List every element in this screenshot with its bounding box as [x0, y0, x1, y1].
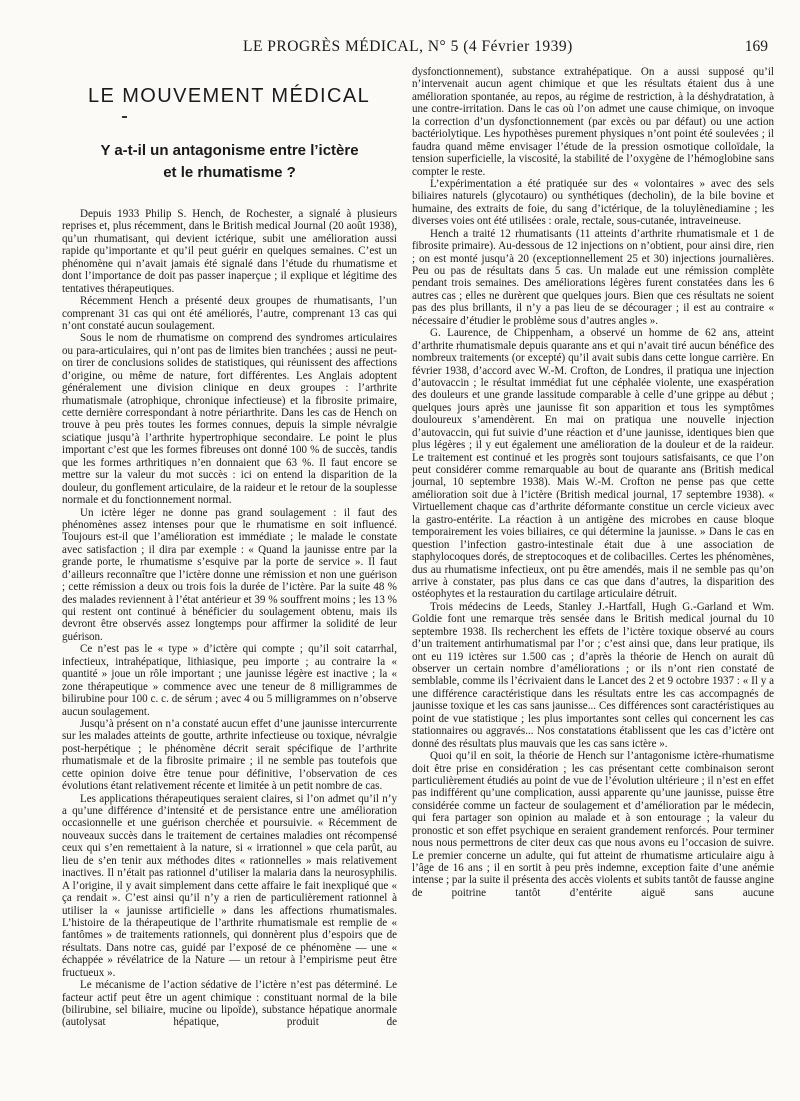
headline-line-1: Y a-t-il un antagonisme entre l’ictère — [100, 142, 359, 159]
running-header — [58, 38, 770, 60]
paragraph: Le mécanisme de l’action sédative de l’ictère n’est pas déterminé. Le facteur actif peut être un agent chimique : constituant normal de la bile (bilirubine, sel biliaire, mucine ou lipoïde), substance hépatique anormale (autolysat hépatique, produit de — [62, 979, 397, 1029]
headline-line-2: et le rhumatisme ? — [163, 164, 296, 181]
article-headline — [62, 140, 397, 184]
paragraph: Un ictère léger ne donne pas grand soulagement : il faut des phénomènes assez intenses pour que le rhumatisme en soit influencé. Toujours est-il que l’amélioration est immédiate ; le malade le constate avec satisfaction ; il dira par exemple : « Quand la jaunisse entre par la grande porte, le rhumatisme s’esquive par la porte de service ». Il faut d’ailleurs reconnaître que l’ictère donne une rémission et non une guérison ; cette rémission a deux ou trois fois la durée de l’ictère. Par la suite 48 % des malades reviennent à l’état antérieur et 39 % souffrent moins ; les 13 % qui restent ont continué à bénéficier du soulagement obtenu, mais ils devront être observés assez longtemps pour affirmer la solidité de leur guérison. — [62, 506, 397, 643]
paragraph: Trois médecins de Leeds, Stanley J.-Hartfall, Hugh G.-Garland et Wm. Goldie font une remarque très sensée dans le British medical journal du 10 septembre 1938. Ils recherchent les effets de l’ictère toxique observé au cours d’un traitement antirhumatismal par l’or ; c’est ainsi que, dans leur pratique, ils ont eu 119 ictères sur 1.500 cas ; d’après la théorie de Hench on aurait dû observer un certain nombre d’améliorations ; or ils n’ont rien constaté de semblable, comme ils l’écrivaient dans le Lancet des 2 et 9 octobre 1937 : « Il y a une différence caractéristique dans les résultats entre les cas accompagnés de jaunisse toxique et les cas sans jaunisse... Ces différences sont caractéristiques au point de vue statistique ; les plus importantes sont celles qui concernent les cas stationnaires ou aggravés... Nos constatations établissent que les cas d’ictère ont donné des résultats plus mauvais que les cas sans ictère ». — [412, 600, 774, 750]
paragraph: Récemment Hench a présenté deux groupes de rhumatisants, l’un comprenant 31 cas qui ont été améliorés, l’autre, comprenant 13 cas qui n’ont constaté aucun soulagement. — [62, 295, 397, 332]
right-column — [412, 66, 774, 899]
paragraph: Les applications thérapeutiques seraient claires, si l’on admet qu’il n’y a qu’une différence d’intensité et de persistance entre une amélioration occasionnelle et une guérison cherchée et poursuivie. « Récemment de nouveaux succès dans le traitement de certaines maladies ont récompensé ceux qui s’en remettaient à la nature, si « irrationnel » que cela parût, au lieu de s’en tenir aux méthodes dites « rationnelles » mais relativement inactives. Il n’était pas rationnel d’utiliser la malaria dans la neurosyphilis. A l’origine, il y avait simplement dans cette affaire le fait inexpliqué que « ça rendait ». C’est ainsi qu’il n’y a rien de particulièrement rationnel à utiliser la « jaunisse artificielle » dans les affections rhumatismales. L’histoire de la thérapeutique de l’arthrite rhumatismale est remplie de « fantômes » de traitements rationnels, qui donnèrent plus d’espoirs que de résultats. Dans notre cas, guidé par l’exposé de ce phénomène — une « échappée » révélatrice de la Nature — un retour à l’empirisme peut être fructueux ». — [62, 792, 397, 979]
paragraph: Quoi qu’il en soit, la théorie de Hench sur l’antagonisme ictère-rhumatisme doit être prise en considération ; les cas présentant cette combinaison seront particulièrement étudiés au point de vue de l’évolution ultérieure ; il n’est en effet pas indifférent qu’une complication, aussi apparente qu’une jaunisse, puisse être considérée comme un facteur de soulagement et d’amélioration par le médecin, qui fera partager son opinion au malade et à son entourage ; la valeur du pronostic et son effet psychique en seraient grandement renforcés. Pour terminer nous nous permettrons de citer deux cas que nous avons eu l’occasion de suivre. Le premier concerne un adulte, qui fut atteint de rhumatisme articulaire aigu à l’âge de 16 ans ; il en sortit à peu près indemne, exception faite d’une anémie intense ; par la suite il présenta des accès violents et subits tantôt de fausse angine de poitrine tantôt d’entérite aiguë sans aucune — [412, 750, 774, 899]
page-number: 169 — [744, 38, 768, 55]
paragraph: Depuis 1933 Philip S. Hench, de Rochester, a signalé à plusieurs reprises et, plus récemment, dans le British medical Journal (20 août 1938), qu’un rhumatisant, qui devient ictérique, subit une amélioration aussi rapide qu’importante et qu’il peut guérir en quelques semaines. C’est un phénomène qui n’avait jamais été signalé dans l’étude du rhumatisme et dont l’importance de doit pas passer inaperçue ; il explique et légitime des tentatives thérapeutiques. — [62, 208, 397, 295]
paragraph: Ce n’est pas le « type » d’ictère qui compte ; qu’il soit catarrhal, infectieux, intrahépatique, lithiasique, peu importe ; au contraire la « quantité » joue un rôle important ; une jaunisse légère est inactive ; la « zone thérapeutique » commence avec une teneur de 8 milligrammes de bilirubine pour 100 c. c. de sérum ; avec 4 ou 5 milligrammes on n’observe aucun soulagement. — [62, 643, 397, 718]
left-column — [62, 74, 397, 1029]
paragraph: G. Laurence, de Chippenham, a observé un homme de 62 ans, atteint d’arthrite rhumatismale depuis quarante ans et qui n’avait tiré aucun bénéfice des nombreux traitements (or excepté) qu’il avait subis dans cette longue carrière. En février 1938, d’accord avec W.-M. Crofton, de Londres, il pratiqua une injection d’autovaccin ; le résultat immédiat fut une céphalée violente, une exaspération des douleurs et une grande lassitude comparable à celle d’une grippe au début ; quelques jours après une jaunisse fit son apparition et tous les symptômes douloureux s’amendèrent. En mai on pratiqua une nouvelle injection d’autovaccin, qui fut suivie d’une réaction et d’une jaunisse, identiques bien que plus légères ; il y eut également une amélioration de la douleur et de la raideur. Le traitement est continué et les progrès sont toujours satisfaisants, ce que l’on peut considérer comme remarquable au bout de quarante ans (British medical journal, 10 septembre 1938). Mais W.-M. Crofton ne pense pas que cette amélioration soit due à l’ictère (British medical journal, 17 septembre 1938). « Virtuellement chaque cas d’arthrite déformante constitue un cercle vicieux avec la gastro-entérite. La réaction à un antigène des microbes en cause bloque temporairement les voies biliaires, ce qui détermine la jaunisse. » Dans le cas en question l’infection gastro-intestinale était due à une association de staphylocoques dorés, de streptocoques et de colibacilles. Certes les phénomènes, dus au rhumatisme infectieux, ont pu être amendés, mais il ne semble pas qu’on arrive à constater, pas plus dans ce cas que dans d’autres, la disparition des ostéophytes et la restauration du cartilage articulaire détruit. — [412, 327, 774, 601]
rubric-separator — [122, 116, 127, 118]
paragraph: L’expérimentation a été pratiquée sur des « volontaires » avec des sels biliaires naturels (glycotauro) ou synthétiques (decholin), de la bile bovine et humaine, des extraits de foie, du sang d’ictérique, de la toluylènediamine ; les diverses voies ont été utilisées : orale, rectale, sous-cutanée, intraveineuse. — [412, 177, 774, 228]
section-rubric: LE MOUVEMENT MÉDICAL — [88, 85, 371, 107]
paragraph: Hench a traité 12 rhumatisants (11 atteints d’arthrite rhumatismale et 1 de fibrosite primaire). Au-dessous de 12 injections on n’obtient, pour ainsi dire, rien ; on est monté jusqu’à 20 (exceptionnellement 25 et 30) injections journalières. Peu ou pas de résultats dans 5 cas. Un malade eut une rémission complète pendant trois semaines. Des améliorations légères furent constatées dans les 6 autres cas ; elles ne durèrent que quelques jours. Bien que ces résultats ne soient pas des plus brillants, il n’y a pas lieu de se décourager ; il est au contraire « nécessaire d’étudier le problème sous d’autres angles ». — [412, 227, 774, 327]
paragraph: Jusqu’à présent on n’a constaté aucun effet d’une jaunisse intercurrente sur les malades atteints de goutte, arthrite infectieuse ou toxique, névralgie post-herpétique ; le phénomène décrit serait spécifique de l’arthrite rhumatismale et de la fibrosite primaire ; il ne semble pas toutefois que cette opinion doive être tenue pour définitive, l’observation de ces évolutions étant relativement récente et limitée à un petit nombre de cas. — [62, 717, 397, 793]
paragraph: Sous le nom de rhumatisme on comprend des syndromes articulaires ou para-articulaires, qui n’ont pas de limites bien tranchées ; aussi ne peut-on tirer de conclusions solides de statistiques, qui réunissent des affections d’origine, ou même de nature, fort différentes. Les Anglais adoptent généralement une division clinique en deux groupes : l’arthrite rhumatismale (atrophique, chronique infectieuse) et la fibrosite primaire, cette dernière correspondant à notre périarthrite. Dans les cas de Hench on trouve à peu près toutes les formes connues, depuis la simple névralgie sciatique jusqu’à l’arthrite hypertrophique secondaire. Le point le plus important c’est que les formes fibreuses ont donné 100 % de succès, tandis que les formes arthritiques n’en donnaient que 63 %. Il faut encore se mettre sur la valeur du mot succès : ici on entend la disparition de la douleur, du gonflement articulaire, de la raideur et le retour de la souplesse normale et du fonctionnement normal. — [62, 332, 397, 507]
journal-issue-title: LE PROGRÈS MÉDICAL, N° 5 (4 Février 1939) — [243, 38, 573, 55]
paragraph: dysfonctionnement), substance extrahépatique. On a aussi supposé qu’il n’intervenait aucun agent chimique et que les résultats étaient dus à une amélioration spontanée, au repos, au régime de restriction, à la déshydratation, à une contre-irritation. Dans le cas où l’on admet une cause chimique, on invoque la correction d’un dysfonctionnement (par excès ou par défaut) ou une action bactériolytique. Les hypothèses purement physiques n’ont point été soulevées ; il faudra quand même envisager l’étude de la pression osmotique colloïdale, la tension superficielle, la viscosité, la stabilité de l’oxygène de l’hémoglobine sans compter le reste. — [412, 66, 774, 178]
